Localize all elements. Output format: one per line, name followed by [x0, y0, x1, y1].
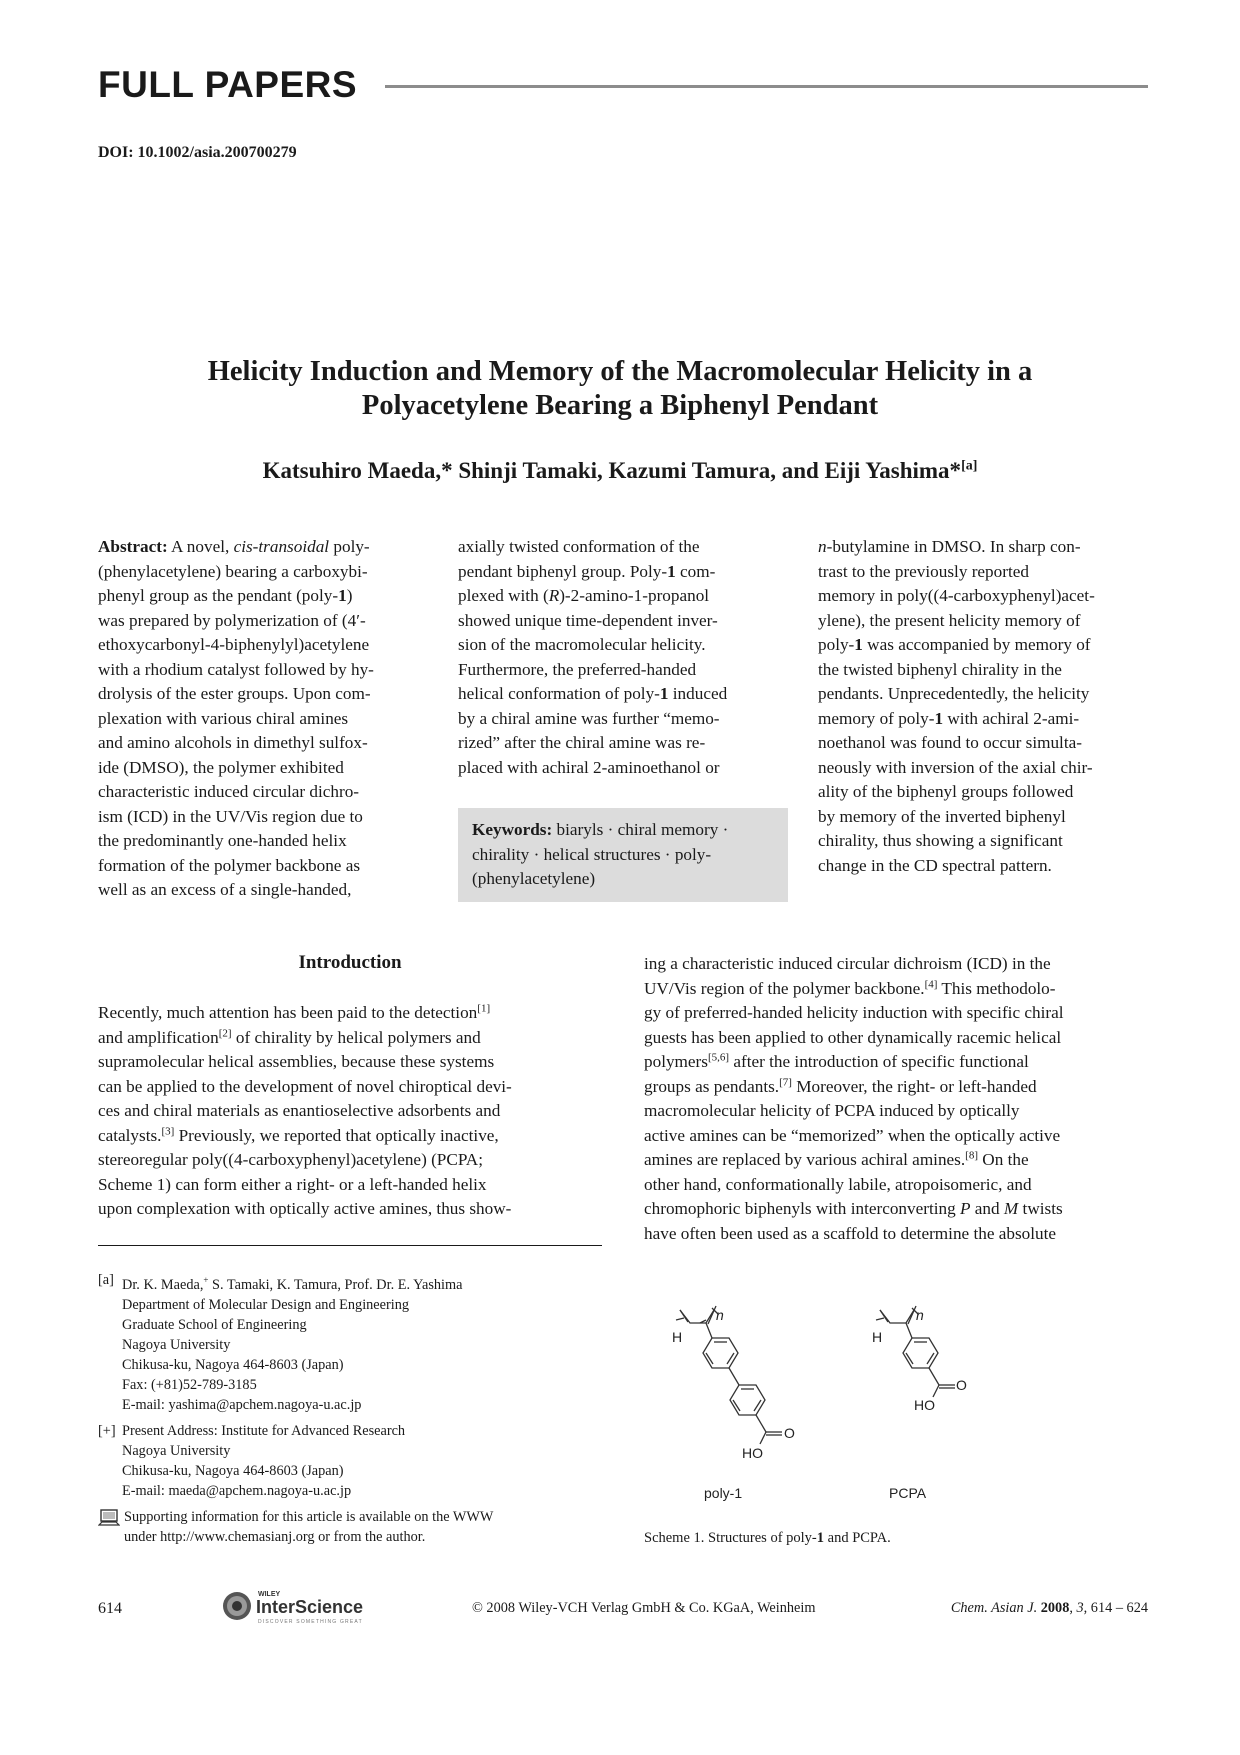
body-line: supramolecular helical assemblies, because these systems	[98, 1052, 495, 1071]
abstract-line: and amino alcohols in dimethyl sulfox-	[98, 733, 368, 752]
abstract-line: (phenylacetylene) bearing a carboxybi-	[98, 561, 368, 581]
authors: Katsuhiro Maeda,* Shinji Tamaki, Kazumi Tamura, and Eiji Yashima*	[262, 458, 962, 483]
introduction-heading: Introduction	[298, 952, 402, 973]
footnote-line: Supporting information for this article is available on the WWW	[124, 1508, 494, 1525]
abstract-line: by memory of the inverted biphenyl	[818, 806, 1066, 826]
footnote-tag: [a]	[98, 1272, 114, 1288]
section-label: FULL PAPERS	[98, 64, 358, 105]
svg-text:WILEY: WILEY	[258, 1591, 281, 1598]
footnote-body	[124, 1507, 493, 1547]
abstract-line: with a rhodium catalyst followed by hy-	[98, 659, 374, 679]
supporting-info-note	[98, 1507, 618, 1547]
footnote-line: Nagoya University	[122, 1442, 231, 1459]
footnote-line: Chikusa-ku, Nagoya 464-8603 (Japan)	[122, 1356, 344, 1373]
abstract-line: noethanol was found to occur simulta-	[818, 733, 1082, 752]
body-line: other hand, conformationally labile, atropoisomeric, and	[644, 1174, 1032, 1194]
scheme-1-structures	[644, 1290, 1148, 1530]
abstract-line: phenyl group as the pendant (poly-1)	[98, 586, 353, 605]
abstract-line: pendant biphenyl group. Poly-1 com-	[458, 561, 716, 581]
footnote-body	[122, 1421, 405, 1501]
body-line: upon complexation with optically active amines, thus show-	[98, 1199, 512, 1218]
abstract-line: placed with achiral 2-aminoethanol or	[458, 757, 720, 777]
abstract-line: poly-1 was accompanied by memory of	[818, 635, 1091, 654]
keywords-box	[458, 808, 788, 902]
title-line-2: Polyacetylene Bearing a Biphenyl Pendant	[361, 390, 879, 421]
abstract-line: ality of the biphenyl groups followed	[818, 782, 1074, 801]
introduction-column-2	[644, 952, 1148, 1246]
abstract-column-1	[98, 535, 427, 903]
body-line: stereoregular poly((4-carboxyphenyl)acetylene) (PCPA;	[98, 1150, 483, 1169]
body-line: catalysts.[3] Previously, we reported that optically inactive,	[98, 1124, 499, 1145]
abstract-line: showed unique time-dependent inver-	[458, 610, 718, 630]
copyright: © 2008 Wiley-VCH Verlag GmbH & Co. KGaA, Weinheim	[472, 1600, 816, 1616]
atom-ho: HO	[742, 1445, 763, 1461]
atom-ho: HO	[914, 1397, 935, 1413]
body-line: polymers[5,6] after the introduction of specific functional	[644, 1051, 1029, 1071]
abstract-line: ethoxycarbonyl-4-biphenylyl)acetylene	[98, 635, 370, 654]
footnote-body	[122, 1270, 462, 1415]
abstract-line: the predominantly one-handed helix	[98, 831, 347, 850]
abstract-line: n-butylamine in DMSO. In sharp con-	[818, 537, 1081, 556]
body-line: groups as pendants.[7] Moreover, the right- or left-handed	[644, 1075, 1037, 1096]
citation-ref[interactable]: [4]	[924, 977, 938, 990]
body-line: UV/Vis region of the polymer backbone.[4] This methodolo-	[644, 977, 1056, 998]
abstract-line: by a chiral amine was further “memo-	[458, 708, 720, 728]
svg-text:InterScience: InterScience	[256, 1597, 364, 1617]
abstract-column-3	[818, 535, 1148, 878]
footnote-tag: [+]	[98, 1422, 116, 1439]
interscience-logo[interactable]	[218, 1582, 380, 1628]
label-pcpa: PCPA	[889, 1485, 927, 1501]
abstract-line: characteristic induced circular dichro-	[98, 782, 360, 801]
footnote-line: Chikusa-ku, Nagoya 464-8603 (Japan)	[122, 1462, 344, 1479]
introduction-column-1	[98, 1001, 602, 1222]
abstract-line: rized” after the chiral amine was re-	[458, 733, 706, 752]
keywords-line: (phenylacetylene)	[472, 869, 596, 888]
article-title	[100, 355, 1140, 423]
footnote-line: Graduate School of Engineering	[122, 1316, 307, 1333]
abstract-line: ism (ICD) in the UV/Vis region due to	[98, 806, 363, 826]
title-line-1: Helicity Induction and Memory of the Macromolecular Helicity in a	[207, 356, 1033, 387]
body-line: ces and chiral materials as enantioselective adsorbents and	[98, 1101, 501, 1120]
abstract-line: plexation with various chiral amines	[98, 708, 349, 728]
footnote-line: Department of Molecular Design and Engineering	[122, 1296, 410, 1313]
abstract-line: plexed with (R)-2-amino-1-propanol	[458, 586, 710, 605]
abstract-line: drolysis of the ester groups. Upon com-	[98, 684, 371, 703]
body-line: Scheme 1) can form either a right- or a left-handed helix	[98, 1174, 487, 1194]
label-poly-1: poly-1	[704, 1485, 743, 1501]
abstract-line: sion of the macromolecular helicity.	[458, 635, 706, 654]
footnote-a	[98, 1270, 618, 1415]
footnote-line: Present Address: Institute for Advanced Research	[122, 1422, 406, 1439]
abstract-label: Abstract:	[98, 537, 168, 556]
body-line: can be applied to the development of novel chiroptical devi-	[98, 1076, 512, 1096]
doi[interactable]: DOI: 10.1002/asia.200700279	[98, 144, 297, 161]
author-list	[100, 458, 1140, 484]
email-link[interactable]: E-mail: maeda@apchem.nagoya-u.ac.jp	[122, 1482, 352, 1499]
citation-ref[interactable]: [3]	[161, 1124, 175, 1137]
email-link[interactable]: E-mail: yashima@apchem.nagoya-u.ac.jp	[122, 1396, 362, 1413]
keywords-line: chirality · helical structures · poly-	[472, 844, 712, 864]
abstract-column-2	[458, 535, 788, 780]
keywords-line: Keywords: biaryls · chiral memory ·	[472, 820, 729, 839]
abstract-line: change in the CD spectral pattern.	[818, 855, 1052, 875]
abstract-line: memory of poly-1 with achiral 2-ami-	[818, 708, 1080, 728]
atom-h: H	[872, 1329, 883, 1345]
abstract-line: was prepared by polymerization of (4′-	[98, 610, 366, 630]
body-line: macromolecular helicity of PCPA induced by optically	[644, 1101, 1020, 1120]
abstract-line: pendants. Unprecedentedly, the helicity	[818, 684, 1090, 703]
body-line: guests has been applied to other dynamically racemic helical	[644, 1027, 1062, 1047]
body-line: ing a characteristic induced circular dichroism (ICD) in the	[644, 954, 1051, 973]
abstract-line: neously with inversion of the axial chir-	[818, 757, 1093, 777]
computer-icon	[98, 1509, 120, 1527]
citation-ref[interactable]: [7]	[779, 1075, 792, 1088]
body-line: active amines can be “memorized” when the optically active	[644, 1125, 1061, 1145]
affiliation-mark: [a]	[961, 458, 978, 474]
footnotes	[98, 1270, 618, 1553]
abstract-line: memory in poly((4-carboxyphenyl)acet-	[818, 586, 1095, 605]
abstract-line: Abstract: A novel, cis-transoidal poly-	[98, 537, 370, 556]
abstract-line: ide (DMSO), the polymer exhibited	[98, 757, 344, 777]
repeat-n: n	[716, 1307, 724, 1323]
keywords-label: Keywords:	[472, 820, 553, 839]
abstract-line: Furthermore, the preferred-handed	[458, 659, 697, 679]
citation-ref[interactable]: [1]	[477, 1002, 491, 1015]
footnote-line: Fax: (+81)52-789-3185	[122, 1376, 257, 1393]
citation-ref[interactable]: [8]	[965, 1149, 978, 1162]
body-line: and amplification[2] of chirality by helical polymers and	[98, 1026, 481, 1047]
abstract-line: axially twisted conformation of the	[458, 537, 700, 556]
header-rule	[385, 85, 1148, 88]
repeat-n: n	[916, 1307, 924, 1323]
abstract-line: formation of the polymer backbone as	[98, 855, 361, 875]
abstract-line: chirality, thus showing a significant	[818, 831, 1063, 850]
body-line: gy of preferred-handed helicity induction with specific chiral	[644, 1003, 1064, 1022]
body-line: Recently, much attention has been paid to the detection[1]	[98, 1002, 491, 1022]
abstract-line: ylene), the present helicity memory of	[818, 610, 1081, 630]
atom-o: O	[784, 1425, 795, 1441]
journal-citation: Chem. Asian J. 2008, 3, 614 – 624	[950, 1600, 1148, 1616]
svg-text:DISCOVER SOMETHING GREAT: DISCOVER SOMETHING GREAT	[258, 1619, 363, 1625]
abstract-line: helical conformation of poly-1 induced	[458, 684, 728, 703]
atom-h: H	[672, 1329, 683, 1345]
abstract-line: trast to the previously reported	[818, 561, 1029, 581]
abstract-line: well as an excess of a single-handed,	[98, 880, 352, 899]
abstract-line: the twisted biphenyl chirality in the	[818, 659, 1062, 679]
footnote-line: Nagoya University	[122, 1336, 231, 1353]
footnote-rule	[98, 1245, 602, 1246]
body-line: have often been used as a scaffold to determine the absolute	[644, 1223, 1057, 1243]
page-number: 614	[98, 1600, 122, 1617]
citation-ref[interactable]: [5,6]	[707, 1051, 730, 1064]
atom-o: O	[956, 1377, 967, 1393]
footnote-plus	[98, 1421, 618, 1501]
body-line: chromophoric biphenyls with interconverting P and M twists	[644, 1199, 1063, 1218]
scheme-caption: Scheme 1. Structures of poly-1 and PCPA.	[644, 1530, 891, 1546]
citation-ref[interactable]: [2]	[218, 1026, 232, 1039]
body-line: amines are replaced by various achiral amines.[8] On the	[644, 1149, 1029, 1169]
footnote-line: Dr. K. Maeda,+ S. Tamaki, K. Tamura, Prof. Dr. E. Yashima	[122, 1275, 463, 1293]
supporting-info-link[interactable]: under http://www.chemasianj.org or from the author.	[124, 1528, 426, 1545]
